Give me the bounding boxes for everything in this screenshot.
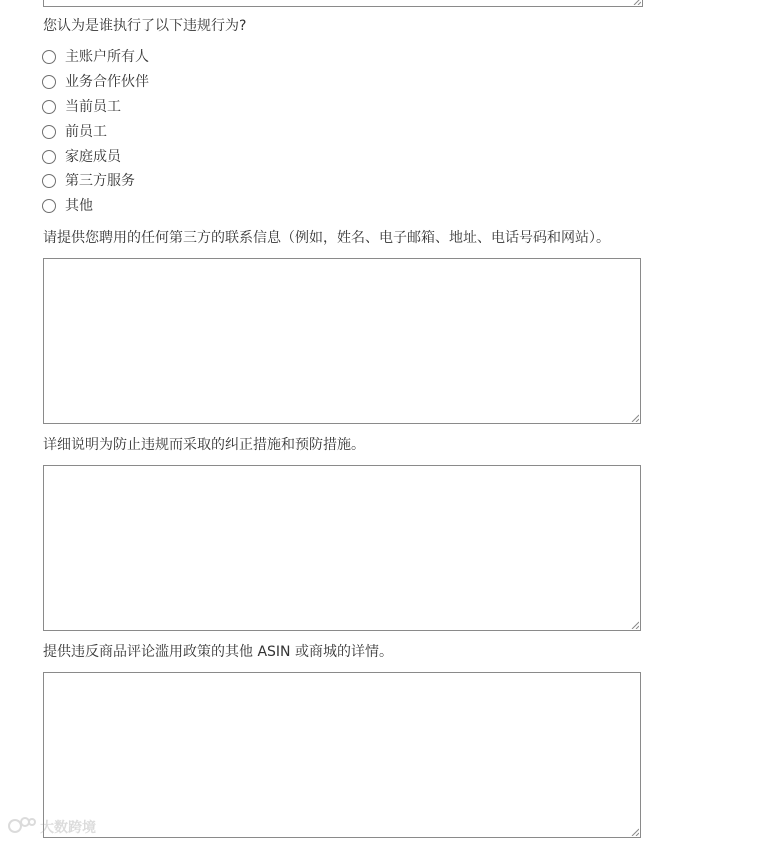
other-asin-textarea[interactable]: [43, 672, 641, 838]
question-other-asin-label: 提供违反商品评论滥用政策的其他 ASIN 或商城的详情。: [43, 644, 393, 660]
radio-option-current-employee[interactable]: [42, 95, 149, 120]
radio-button[interactable]: [42, 125, 56, 139]
radio-button[interactable]: [42, 174, 56, 188]
radio-option-other[interactable]: [42, 194, 149, 219]
radio-button[interactable]: [42, 199, 56, 213]
logo-icon: [8, 816, 36, 838]
resize-grip-icon[interactable]: [633, 0, 641, 5]
radio-option-former-employee[interactable]: [42, 119, 149, 144]
radio-label: 业务合作伙伴: [65, 74, 149, 91]
corrective-measures-textarea[interactable]: [43, 465, 641, 631]
radio-option-family-member[interactable]: [42, 144, 149, 169]
resize-grip-icon[interactable]: [631, 414, 639, 422]
radio-button[interactable]: [42, 50, 56, 64]
question-corrective-label: 详细说明为防止违规而采取的纠正措施和预防措施。: [43, 437, 365, 453]
radio-label: 其他: [65, 198, 93, 215]
radio-option-account-owner[interactable]: [42, 45, 149, 70]
radio-label: 第三方服务: [65, 173, 135, 190]
violator-radio-group: [42, 45, 149, 219]
watermark: [8, 816, 96, 838]
resize-grip-icon[interactable]: [631, 828, 639, 836]
radio-button[interactable]: [42, 100, 56, 114]
question-who-label: 您认为是谁执行了以下违规行为?: [43, 18, 247, 34]
radio-button[interactable]: [42, 75, 56, 89]
watermark-text: 大数跨境: [40, 820, 96, 836]
radio-option-business-partner[interactable]: [42, 70, 149, 95]
resize-grip-icon[interactable]: [631, 621, 639, 629]
radio-button[interactable]: [42, 150, 56, 164]
radio-label: 家庭成员: [65, 148, 121, 165]
previous-textarea[interactable]: [43, 0, 643, 7]
radio-label: 前员工: [65, 123, 107, 140]
question-third-party-label: 请提供您聘用的任何第三方的联系信息（例如，姓名、电子邮箱、地址、电话号码和网站）。: [43, 230, 610, 246]
third-party-contact-textarea[interactable]: [43, 258, 641, 424]
radio-label: 当前员工: [65, 98, 121, 115]
radio-option-third-party-service[interactable]: [42, 169, 149, 194]
radio-label: 主账户所有人: [65, 49, 149, 66]
